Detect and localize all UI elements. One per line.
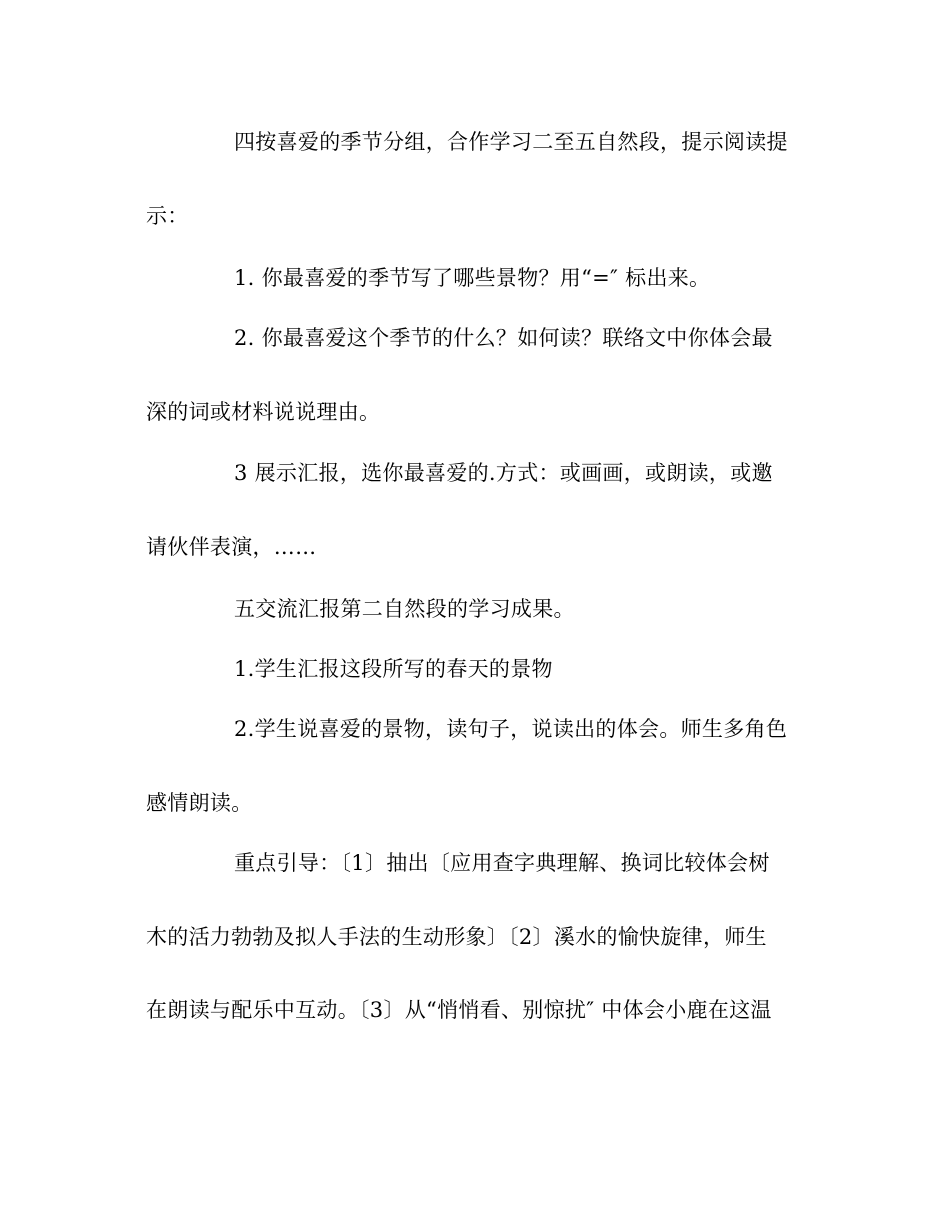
list-item-line: 1. 你最喜爱的季节写了哪些景物？用“=″ 标出来。 [234, 266, 711, 290]
paragraph-line: 木的活力勃勃及拟人手法的生动形象〕〔2〕溪水的愉快旋律，师生 [146, 925, 767, 949]
list-item-line: 深的词或材料说说理由。 [146, 400, 381, 424]
list-item-line: 1.学生汇报这段所写的春天的景物 [234, 657, 553, 681]
paragraph-line: 重点引导：〔1〕抽出〔应用查字典理解、换词比较体会树 [234, 851, 770, 875]
list-item-line: 请伙伴表演，…… [146, 535, 317, 559]
paragraph-line: 五交流汇报第二自然段的学习成果。 [234, 597, 575, 621]
paragraph-line: 四按喜爱的季节分组，合作学习二至五自然段，提示阅读提 [234, 130, 788, 154]
list-item-line: 2. 你最喜爱这个季节的什么？如何读？联络文中你体会最 [234, 326, 773, 350]
list-item-line: 感情朗读。 [146, 791, 253, 815]
paragraph-line: 在朗读与配乐中互动。〔3〕从“悄悄看、别惊扰″ 中体会小鹿在这温 [146, 998, 772, 1022]
list-item-line: 3 展示汇报，选你最喜爱的.方式：或画画，或朗读，或邀 [234, 461, 773, 485]
list-item-line: 2.学生说喜爱的景物，读句子，说读出的体会。师生多角色 [234, 717, 788, 741]
paragraph-line: 示： [146, 204, 189, 228]
